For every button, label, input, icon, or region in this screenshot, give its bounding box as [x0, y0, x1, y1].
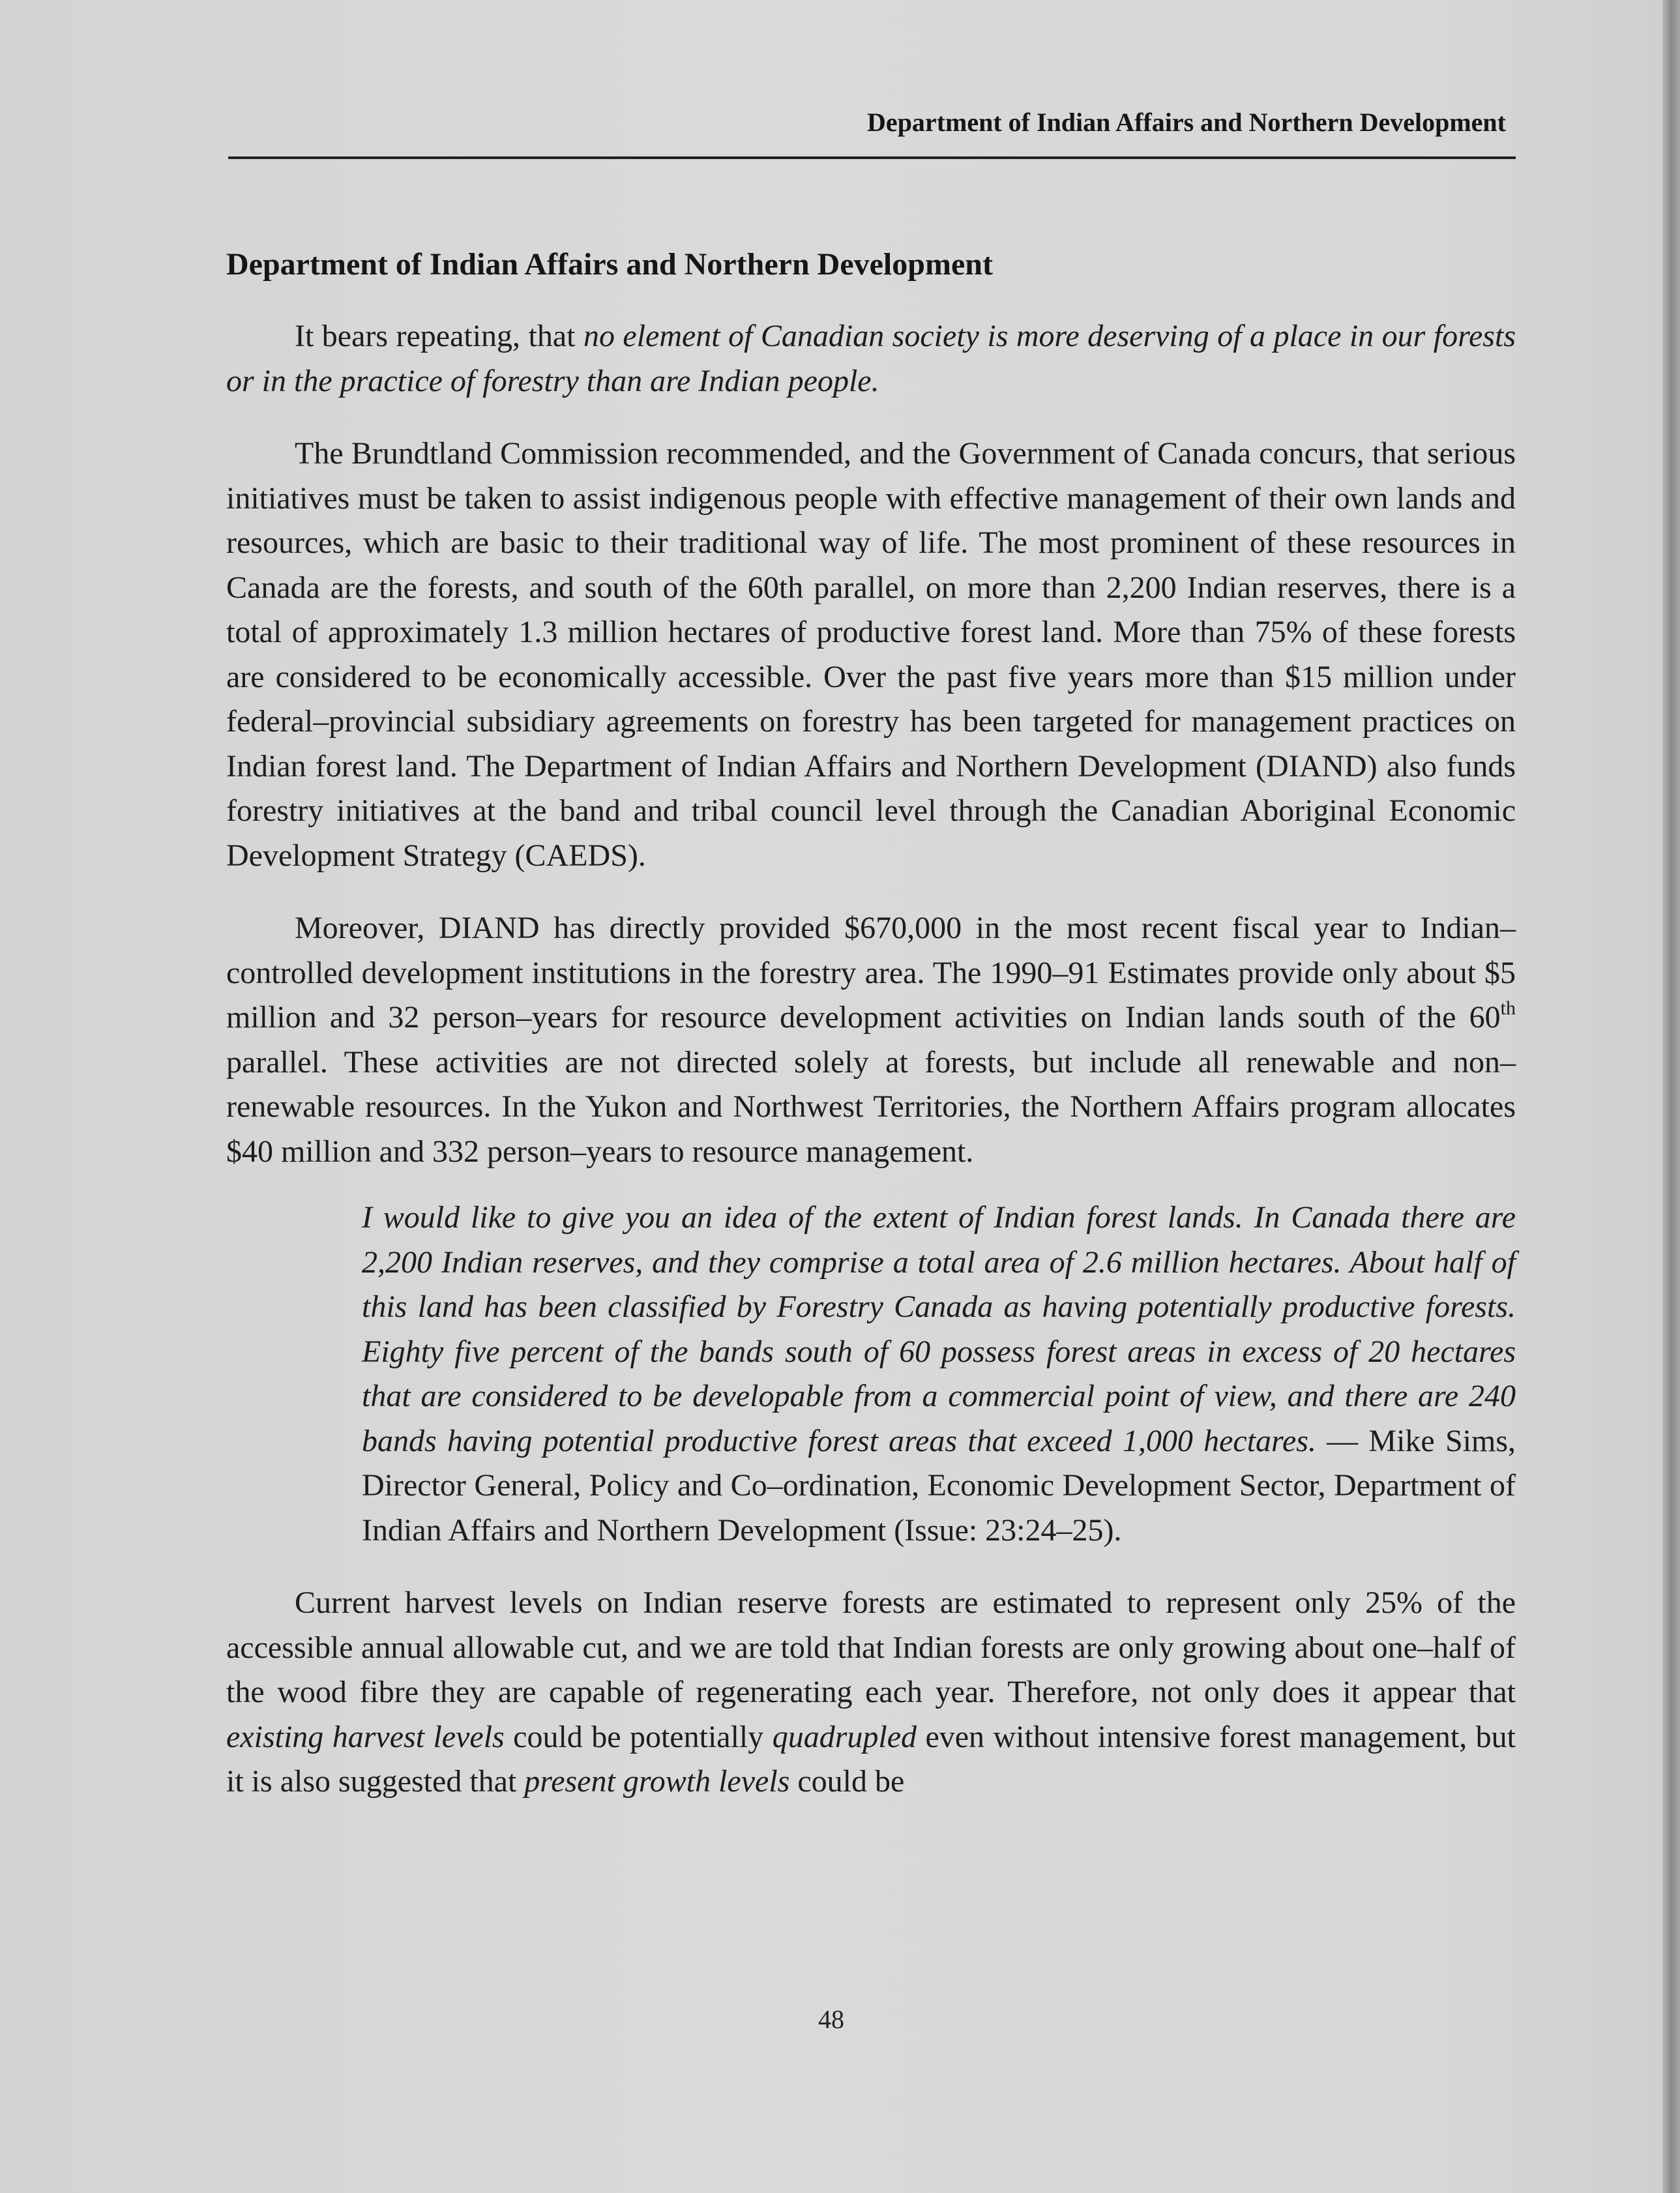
paragraph-1 [226, 314, 1516, 404]
quote-attribution: — Mike Sims, Director General, Policy and Co–ordination, Economic Development Sector, Department of Indian Affairs and Northern Development (Issue: 23:24–25). [362, 1423, 1516, 1548]
paragraph-1-emphasis: no element of Canadian society is more deserving of a place in our forests or in the practice of forestry than are Indian people. [226, 319, 1516, 398]
paragraph-3-text-b: parallel. These activities are not directed solely at forests, but include all renewable and non–renewable resources. In the Yukon and Northwest Territories, the Northern Affairs program allocates $40 million and 332 person–years to resource management. [226, 1044, 1516, 1169]
page-body [226, 241, 1516, 1832]
paragraph-4-text-4: could be [789, 1764, 905, 1799]
paragraph-3-text-a: Moreover, DIAND has directly provided $670,000 in the most recent fiscal year to Indian–controlled development institutions in the forestry area. The 1990–91 Estimates provide only about $5 million and 32 person–years for resource development activities on Indian lands south of the 60 [226, 911, 1516, 1035]
paragraph-4-text-3: even without intensive forest management, but it is also suggested that [226, 1719, 1516, 1799]
paragraph-4-emphasis-3: present growth levels [524, 1764, 790, 1799]
paragraph-2: The Brundtland Commission recommended, and the Government of Canada concurs, that serious initiatives must be taken to assist indigenous people with effective management of their own lands and resources, which are basic to their traditional way of life. The most prominent of these resources in Canada are the forests, and south of the 60th parallel, on more than 2,200 Indian reserves, there is a total of approximately 1.3 million hectares of productive forest land. More than 75% of these forests are considered to be economically accessible. Over the past five years more than $15 million under federal–provincial subsidiary agreements on forestry has been targeted for management practices on Indian forest land. The Department of Indian Affairs and Northern Development (DIAND) also funds forestry initiatives at the band and tribal council level through the Canadian Aboriginal Economic Development Strategy (CAEDS). [226, 436, 1516, 873]
quote-text: I would like to give you an idea of the extent of Indian forest lands. In Canada there are 2,200 Indian reserves, and they comprise a total area of 2.6 million hectares. About half of this land has been classified by Forestry Canada as having potentially productive forests. Eighty five percent of the bands south of 60 possess forest areas in excess of 20 hectares that are considered to be developable from a commercial point of view, and there are 240 bands having potential productive forest areas that exceed 1,000 hectares. [362, 1200, 1516, 1458]
page-number: 48 [818, 2005, 844, 2034]
header-rule [228, 156, 1516, 159]
paragraph-3 [226, 906, 1516, 1174]
paragraph-1-lead: It bears repeating, that [295, 319, 583, 353]
paragraph-4-text-1: Current harvest levels on Indian reserve forests are estimated to represent only 25% of the accessible annual allowable cut, and we are told that Indian forests are only growing about one–half of the wood fibre they are capable of regenerating each year. Therefore, not only does it appear that [226, 1585, 1516, 1709]
superscript-th: th [1500, 997, 1516, 1019]
block-quote [362, 1196, 1516, 1553]
paragraph-4-emphasis-1: existing harvest levels [226, 1719, 505, 1754]
paragraph-4-emphasis-2: quadrupled [772, 1719, 917, 1754]
page-edge [1662, 0, 1680, 2193]
paragraph-4 [226, 1581, 1516, 1804]
section-heading: Department of Indian Affairs and Northern Development [226, 247, 993, 282]
running-head: Department of Indian Affairs and Northern Development [867, 108, 1506, 137]
paragraph-4-text-2: could be potentially [504, 1719, 773, 1754]
